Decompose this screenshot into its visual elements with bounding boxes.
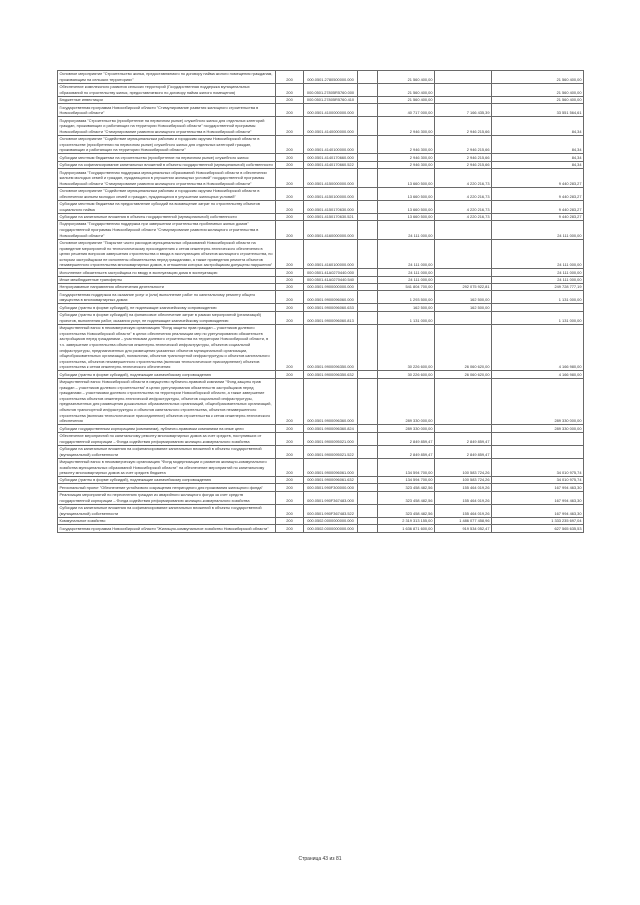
item-name-cell: Субсидии на софинансирование капитальных вложений в объекты государственной (муниципальной) собственности	[58, 161, 276, 168]
department-code-cell: 200	[276, 269, 304, 276]
executed-amount-cell: 4 220 216,73	[435, 187, 492, 200]
expense-type-cell	[358, 504, 378, 517]
approved-amount-cell: 1 131 000,00	[378, 311, 435, 324]
table-row	[58, 477, 584, 484]
executed-amount-cell: 100 583 724,26	[435, 458, 492, 477]
remaining-amount-cell: 24 111 000,00	[492, 221, 584, 240]
executed-amount-cell	[435, 378, 492, 425]
item-name-cell: Субсидии (гранты в форме субсидий) на финансовое обеспечение затрат в рамках мероприятий (реализаций) проектов, выполнения работ, оказания услуг, не подлежащие казначейскому сопровождению	[58, 311, 276, 324]
item-name-cell: Коммунальное хозяйство	[58, 517, 276, 524]
classification-code-cell: 000.0501.9900096060.633	[304, 304, 358, 311]
executed-amount-cell: 2 849 859,47	[435, 432, 492, 445]
classification-code-cell: 000.0502.0000000000.000	[304, 517, 358, 524]
classification-code-cell: 000.0501.4150170630.521	[304, 213, 358, 220]
executed-amount-cell: 26 060 620,00	[435, 371, 492, 378]
remaining-amount-cell: 289 330 000,00	[492, 425, 584, 432]
approved-amount-cell: 2 849 859,47	[378, 445, 435, 458]
item-name-cell: Субсидии (гранты в форме субсидий), не подлежащие казначейскому сопровождению	[58, 304, 276, 311]
classification-code-cell: 000.0501.4160100000.000	[304, 239, 358, 269]
approved-amount-cell: 13 660 500,00	[378, 213, 435, 220]
table-row	[58, 169, 584, 188]
classification-code-cell: 000.0501.4150170630.000	[304, 200, 358, 213]
approved-amount-cell: 13 660 500,00	[378, 200, 435, 213]
expense-type-cell	[358, 83, 378, 96]
table-row	[58, 445, 584, 458]
item-name-cell: Иные межбюджетные трансферты	[58, 276, 276, 283]
remaining-amount-cell: 24 111 000,00	[492, 239, 584, 269]
approved-amount-cell: 30 226 600,00	[378, 324, 435, 371]
table-row	[58, 135, 584, 154]
item-name-cell: Реализация мероприятий по переселению граждан из аварийного жилищного фонда за счет средств государственной корпорации – Фонда содействия реформированию жилищно-коммунального хозяйства	[58, 491, 276, 504]
remaining-amount-cell: 4 166 980,00	[492, 324, 584, 371]
approved-amount-cell: 323 458 482,56	[378, 504, 435, 517]
classification-code-cell: 000.0501.9900000000.000	[304, 284, 358, 291]
remaining-amount-cell: 289 330 000,00	[492, 378, 584, 425]
item-name-cell: Бюджетные инвестиции	[58, 96, 276, 103]
table-row	[58, 154, 584, 161]
item-name-cell: Государственная поддержка на оказание услуг и (или) выполнение работ по капитальному ремонту общего имущества в многоквартирных домах	[58, 291, 276, 304]
executed-amount-cell: 4 220 216,73	[435, 200, 492, 213]
table-row	[58, 239, 584, 269]
executed-amount-cell: 7 166 435,39	[435, 104, 492, 117]
classification-code-cell: 000.0501.27805R5760.000	[304, 83, 358, 96]
remaining-amount-cell: 24 111 000,00	[492, 276, 584, 283]
classification-code-cell: 000.0501.4140170660.522	[304, 161, 358, 168]
table-row	[58, 187, 584, 200]
approved-amount-cell: 323 458 482,56	[378, 484, 435, 491]
executed-amount-cell: 2 946 215,66	[435, 117, 492, 136]
expense-type-cell	[358, 221, 378, 240]
executed-amount-cell: 26 060 620,00	[435, 324, 492, 371]
item-name-cell: Подпрограмма "Государственная поддержка при завершении строительства проблемных жилых домов" государственной программы Новосибирской области "Стимулирование развития жилищного строительства в Новосибирской области"	[58, 221, 276, 240]
expense-type-cell	[358, 117, 378, 136]
classification-code-cell: 000.0501.4160000000.000	[304, 221, 358, 240]
department-code-cell: 200	[276, 291, 304, 304]
table-row	[58, 458, 584, 477]
remaining-amount-cell: 84,34	[492, 117, 584, 136]
executed-amount-cell: 162 500,00	[435, 304, 492, 311]
approved-amount-cell: 24 111 000,00	[378, 239, 435, 269]
classification-code-cell: 000.0501.2780500000.000	[304, 71, 358, 84]
remaining-amount-cell: 167 994 463,30	[492, 491, 584, 504]
item-name-cell: Исполнение обязательств застройщика по вводу в эксплуатацию дома в эксплуатацию	[58, 269, 276, 276]
remaining-amount-cell: 21 560 400,00	[492, 83, 584, 96]
approved-amount-cell: 30 226 600,00	[378, 371, 435, 378]
classification-code-cell: 000.0501.9900096061.000	[304, 458, 358, 477]
table-row	[58, 517, 584, 524]
expense-type-cell	[358, 284, 378, 291]
approved-amount-cell: 24 111 000,00	[378, 221, 435, 240]
department-code-cell: 200	[276, 311, 304, 324]
remaining-amount-cell: 9 440 283,27	[492, 187, 584, 200]
remaining-amount-cell: 21 560 400,00	[492, 71, 584, 84]
department-code-cell: 200	[276, 458, 304, 477]
expense-type-cell	[358, 276, 378, 283]
table-row	[58, 484, 584, 491]
classification-code-cell: 000.0501.27805R5760.410	[304, 96, 358, 103]
table-row	[58, 371, 584, 378]
item-name-cell: Обеспечение мероприятий по капитальному ремонту многоквартирных домов за счет средств, поступивших от государственной корпорации – Фонда содействия реформированию жилищно-коммунального хозяйства	[58, 432, 276, 445]
table-row	[58, 117, 584, 136]
department-code-cell: 200	[276, 378, 304, 425]
department-code-cell: 200	[276, 117, 304, 136]
table-row	[58, 200, 584, 213]
expense-type-cell	[358, 477, 378, 484]
approved-amount-cell: 13 660 500,00	[378, 187, 435, 200]
classification-code-cell: 000.0501.9900096360.824	[304, 425, 358, 432]
item-name-cell: Имущественный взнос Новосибирской области в имущество публично-правовой компании "Фонд защиты прав граждан – участников долевого строительства" в целях урегулирования обязательств застройщиков перед гражданами – участниками долевого строительства на территории Новосибирской области, а также завершение строительства объектов инженерно-технической инфраструктуры, объектов социальной инфраструктуры, предназначенных для размещения дошкольных образовательных организаций, общеобразовательных организаций, объектов транспортной инфраструктуры и объектов капитального строительства, объектов незавершенного строительства (включая технологическое присоединение) объектов строительства к сетям инженерно-технического обеспечения	[58, 378, 276, 425]
expense-type-cell	[358, 378, 378, 425]
approved-amount-cell: 40 717 000,00	[378, 104, 435, 117]
executed-amount-cell: 162 500,00	[435, 291, 492, 304]
remaining-amount-cell: 34 010 975,74	[492, 458, 584, 477]
department-code-cell: 200	[276, 525, 304, 532]
remaining-amount-cell: 34 010 975,74	[492, 477, 584, 484]
item-name-cell: Субсидии на капитальные вложения на софинансирование капитальных вложений в объекты государственной (муниципальной) собственности	[58, 504, 276, 517]
item-name-cell: Непрограммные направления обеспечения деятельности	[58, 284, 276, 291]
expense-type-cell	[358, 458, 378, 477]
expense-type-cell	[358, 135, 378, 154]
remaining-amount-cell: 33 551 564,61	[492, 104, 584, 117]
department-code-cell: 200	[276, 169, 304, 188]
remaining-amount-cell: 627 565 635,53	[492, 525, 584, 532]
department-code-cell: 200	[276, 96, 304, 103]
table-row	[58, 269, 584, 276]
executed-amount-cell: 919 534 052,47	[435, 525, 492, 532]
executed-amount-cell	[435, 83, 492, 96]
classification-code-cell: 000.0501.9900096350.632	[304, 371, 358, 378]
table-row	[58, 221, 584, 240]
executed-amount-cell	[435, 269, 492, 276]
approved-amount-cell: 323 458 482,56	[378, 491, 435, 504]
expense-type-cell	[358, 484, 378, 491]
table-row	[58, 311, 584, 324]
executed-amount-cell	[435, 276, 492, 283]
department-code-cell: 200	[276, 83, 304, 96]
remaining-amount-cell: 1 131 000,00	[492, 291, 584, 304]
table-row	[58, 161, 584, 168]
classification-code-cell: 000.0501.9900096061.632	[304, 477, 358, 484]
approved-amount-cell: 134 594 700,00	[378, 458, 435, 477]
approved-amount-cell: 2 946 300,00	[378, 135, 435, 154]
executed-amount-cell: 155 464 019,26	[435, 504, 492, 517]
expense-type-cell	[358, 213, 378, 220]
remaining-amount-cell: 1 333 235 697,04	[492, 517, 584, 524]
item-name-cell: Государственная программа Новосибирской области "Жилищно-коммунальное хозяйство Новосибирской области"	[58, 525, 276, 532]
table-row	[58, 96, 584, 103]
expense-type-cell	[358, 154, 378, 161]
department-code-cell: 200	[276, 239, 304, 269]
executed-amount-cell: 4 220 216,73	[435, 169, 492, 188]
item-name-cell: Субсидии на капитальные вложения на софинансирование капитальных вложений в объекты государственной (муниципальной) собственности	[58, 445, 276, 458]
approved-amount-cell: 21 560 400,00	[378, 96, 435, 103]
classification-code-cell: 000.0501.4140170660.000	[304, 154, 358, 161]
approved-amount-cell: 24 111 000,00	[378, 276, 435, 283]
classification-code-cell: 000.0501.4150000000.000	[304, 169, 358, 188]
item-name-cell: Региональный проект "Обеспечение устойчивого сокращения непригодного для проживания жилищного фонда"	[58, 484, 276, 491]
expense-type-cell	[358, 269, 378, 276]
table-row	[58, 425, 584, 432]
expense-type-cell	[358, 291, 378, 304]
page-footer: Страница 43 из 81	[298, 856, 342, 862]
approved-amount-cell: 289 330 000,00	[378, 425, 435, 432]
department-code-cell: 200	[276, 517, 304, 524]
classification-code-cell: 000.0502.0000000000.000	[304, 525, 358, 532]
department-code-cell: 200	[276, 284, 304, 291]
department-code-cell: 200	[276, 371, 304, 378]
executed-amount-cell	[435, 71, 492, 84]
table-row	[58, 432, 584, 445]
approved-amount-cell: 1 636 871 600,00	[378, 525, 435, 532]
executed-amount-cell: 2 849 859,47	[435, 445, 492, 458]
table-row	[58, 71, 584, 84]
department-code-cell: 200	[276, 213, 304, 220]
table-row	[58, 284, 584, 291]
item-name-cell: Основное мероприятие "Содействие муниципальным районам и городским округам Новосибирской области в строительстве (приобретении на первичном рынке) служебного жилья для отдельных категорий граждан, проживающих и работающих на территории Новосибирской области"	[58, 135, 276, 154]
expense-type-cell	[358, 425, 378, 432]
classification-code-cell: 000.0501.990F300000.000	[304, 484, 358, 491]
approved-amount-cell: 21 560 400,00	[378, 71, 435, 84]
remaining-amount-cell: 84,34	[492, 161, 584, 168]
table-row	[58, 291, 584, 304]
item-name-cell: Основное мероприятие "Строительство жилья, предоставляемого по договору найма жилого помещения гражданам, проживающим на сельских территориях"	[58, 71, 276, 84]
executed-amount-cell: 2 946 215,66	[435, 154, 492, 161]
executed-amount-cell: 2 946 215,66	[435, 161, 492, 168]
classification-code-cell: 000.0501.4140000000.000	[304, 117, 358, 136]
table-row	[58, 324, 584, 371]
expense-type-cell	[358, 445, 378, 458]
approved-amount-cell: 134 594 700,00	[378, 477, 435, 484]
expense-type-cell	[358, 187, 378, 200]
remaining-amount-cell: 24 111 000,00	[492, 269, 584, 276]
classification-code-cell: 000.0501.9900096060.000	[304, 291, 358, 304]
remaining-amount-cell: 249 728 777,19	[492, 284, 584, 291]
remaining-amount-cell: 9 440 283,27	[492, 213, 584, 220]
approved-amount-cell: 2 946 300,00	[378, 161, 435, 168]
remaining-amount-cell: 167 994 463,30	[492, 504, 584, 517]
item-name-cell: Субсидии (гранты в форме субсидий), подлежащие казначейскому сопровождению	[58, 477, 276, 484]
remaining-amount-cell	[492, 432, 584, 445]
executed-amount-cell: 155 464 019,26	[435, 491, 492, 504]
expense-type-cell	[358, 239, 378, 269]
approved-amount-cell: 2 849 859,47	[378, 432, 435, 445]
executed-amount-cell: 155 464 019,26	[435, 484, 492, 491]
approved-amount-cell: 2 946 300,00	[378, 154, 435, 161]
item-name-cell: Субсидии государственным корпорациям (компаниям), публично-правовым компаниям на иные цели	[58, 425, 276, 432]
expense-type-cell	[358, 324, 378, 371]
remaining-amount-cell: 9 440 283,27	[492, 200, 584, 213]
department-code-cell: 200	[276, 491, 304, 504]
item-name-cell: Имущественный взнос в некоммерческую организацию "Фонд модернизации и развития жилищно-коммунального хозяйства муниципальных образований Новосибирской области" на обеспечение мероприятий по капитальному ремонту многоквартирных домов за счет средств бюджета	[58, 458, 276, 477]
department-code-cell: 200	[276, 135, 304, 154]
table-row	[58, 491, 584, 504]
classification-code-cell: 000.0501.9900095021.000	[304, 432, 358, 445]
expense-type-cell	[358, 71, 378, 84]
classification-code-cell: 000.0501.9900096350.000	[304, 324, 358, 371]
executed-amount-cell	[435, 221, 492, 240]
department-code-cell: 200	[276, 154, 304, 161]
executed-amount-cell	[435, 239, 492, 269]
expense-type-cell	[358, 104, 378, 117]
department-code-cell: 200	[276, 161, 304, 168]
item-name-cell: Обеспечение комплексного развития сельских территорий (Государственная поддержка муниципальных образований по строительству жилья, предоставляемого по договору найма жилого помещения)	[58, 83, 276, 96]
item-name-cell: Государственная программа Новосибирской области "Стимулирование развития жилищного строительства в Новосибирской области"	[58, 104, 276, 117]
remaining-amount-cell	[492, 445, 584, 458]
department-code-cell: 200	[276, 432, 304, 445]
table-row	[58, 213, 584, 220]
classification-code-cell: 000.0501.9900095021.522	[304, 445, 358, 458]
department-code-cell: 200	[276, 425, 304, 432]
expense-type-cell	[358, 491, 378, 504]
table-row	[58, 525, 584, 532]
executed-amount-cell: 2 946 215,66	[435, 135, 492, 154]
department-code-cell: 200	[276, 304, 304, 311]
table-row	[58, 83, 584, 96]
department-code-cell: 200	[276, 276, 304, 283]
approved-amount-cell: 24 111 000,00	[378, 269, 435, 276]
approved-amount-cell: 2 319 313 155,00	[378, 517, 435, 524]
department-code-cell: 200	[276, 187, 304, 200]
item-name-cell: Основное мероприятие "Содействие муниципальным районам и городским округам Новосибирской области в обеспечении жильем молодых семей и граждан, нуждающихся в улучшении жилищных условий"	[58, 187, 276, 200]
department-code-cell: 200	[276, 200, 304, 213]
expense-type-cell	[358, 200, 378, 213]
remaining-amount-cell: 167 994 463,30	[492, 484, 584, 491]
approved-amount-cell: 162 500,00	[378, 304, 435, 311]
remaining-amount-cell: 21 560 400,00	[492, 96, 584, 103]
item-name-cell: Субсидии местным бюджетам на предоставление субсидий на возмещение затрат по строительству объектов социального найма	[58, 200, 276, 213]
table-row	[58, 104, 584, 117]
classification-code-cell: 000.0501.9900096360.000	[304, 378, 358, 425]
executed-amount-cell	[435, 311, 492, 324]
department-code-cell: 200	[276, 71, 304, 84]
approved-amount-cell: 13 660 500,00	[378, 169, 435, 188]
item-name-cell: Субсидии местным бюджетам на строительство (приобретение на первичном рынке) служебного жилья	[58, 154, 276, 161]
executed-amount-cell: 4 220 216,73	[435, 213, 492, 220]
classification-code-cell: 000.0501.4140100000.000	[304, 135, 358, 154]
classification-code-cell: 000.0501.9900096060.813	[304, 311, 358, 324]
department-code-cell: 200	[276, 324, 304, 371]
classification-code-cell: 000.0501.41А0270440.540	[304, 276, 358, 283]
item-name-cell: Основное мероприятие "Покрытие части расходов муниципальных образований Новосибирской области на проведение мероприятий по технологическому присоединению к сетям инженерно-технического обеспечения в целях решения вопросов завершения строительства и ввода в эксплуатацию объектов жилищного строительства, по которым застройщиком не исполнены обязательства перед гражданами, а также проведения ремонта объектов незавершенного строительства многоквартирных домов, в отношении которых застройщиком допущены нарушения"	[58, 239, 276, 269]
remaining-amount-cell	[492, 304, 584, 311]
department-code-cell: 200	[276, 445, 304, 458]
table-row	[58, 304, 584, 311]
classification-code-cell: 000.0501.41А0270440.000	[304, 269, 358, 276]
expense-type-cell	[358, 96, 378, 103]
budget-table-body	[58, 71, 584, 533]
approved-amount-cell: 289 330 000,00	[378, 378, 435, 425]
executed-amount-cell	[435, 96, 492, 103]
approved-amount-cell: 541 804 700,00	[378, 284, 435, 291]
department-code-cell: 200	[276, 484, 304, 491]
department-code-cell: 200	[276, 104, 304, 117]
table-row	[58, 504, 584, 517]
executed-amount-cell: 292 075 922,81	[435, 284, 492, 291]
table-row	[58, 378, 584, 425]
expense-type-cell	[358, 432, 378, 445]
department-code-cell: 200	[276, 221, 304, 240]
approved-amount-cell: 1 293 500,00	[378, 291, 435, 304]
item-name-cell: Имущественный взнос в некоммерческую организацию "Фонд защиты прав граждан – участников долевого строительства Новосибирской области" в целях обеспечения реализации мер по урегулированию обязательств застройщиков перед гражданами – участниками долевого строительства на территории Новосибирской области, в т.ч. завершение строительства объектов инженерно-технической инфраструктуры, объектов социальной инфраструктуры, предназначенных для размещения указанных объектов муниципальной организации, общеобразовательных организаций, поликлиник, объектов транспортной инфраструктуры и объектов капитального строительства, объектов незавершенного строительства (включая технологическое присоединение) объектов строительства к сетям инженерно-технического обеспечения	[58, 324, 276, 371]
classification-code-cell: 000.0501.4100000000.000	[304, 104, 358, 117]
executed-amount-cell	[435, 425, 492, 432]
remaining-amount-cell: 84,34	[492, 154, 584, 161]
expense-type-cell	[358, 311, 378, 324]
executed-amount-cell: 100 583 724,26	[435, 477, 492, 484]
budget-table	[57, 70, 584, 533]
classification-code-cell: 000.0501.990F367483.000	[304, 491, 358, 504]
table-row	[58, 276, 584, 283]
department-code-cell: 200	[276, 477, 304, 484]
item-name-cell: Субсидии на капитальные вложения в объекты государственной (муниципальной) собственности	[58, 213, 276, 220]
remaining-amount-cell: 9 440 283,27	[492, 169, 584, 188]
department-code-cell: 200	[276, 504, 304, 517]
classification-code-cell: 000.0501.4150100000.000	[304, 187, 358, 200]
remaining-amount-cell: 4 166 980,00	[492, 371, 584, 378]
item-name-cell: Подпрограмма "Государственная поддержка муниципальных образований Новосибирской области в обеспечении жильем молодых семей и граждан, нуждающихся в улучшении жилищных условий" государственной программы Новосибирской области "Стимулирование развития жилищного строительства в Новосибирской области"	[58, 169, 276, 188]
expense-type-cell	[358, 169, 378, 188]
expense-type-cell	[358, 304, 378, 311]
classification-code-cell: 000.0501.990F367483.522	[304, 504, 358, 517]
approved-amount-cell: 21 560 400,00	[378, 83, 435, 96]
remaining-amount-cell: 84,34	[492, 135, 584, 154]
expense-type-cell	[358, 371, 378, 378]
executed-amount-cell: 1 486 077 458,96	[435, 517, 492, 524]
remaining-amount-cell: 1 131 000,00	[492, 311, 584, 324]
item-name-cell: Субсидии (гранты в форме субсидий), подлежащие казначейскому сопровождению	[58, 371, 276, 378]
expense-type-cell	[358, 161, 378, 168]
expense-type-cell	[358, 517, 378, 524]
approved-amount-cell: 2 946 300,00	[378, 117, 435, 136]
expense-type-cell	[358, 525, 378, 532]
item-name-cell: Подпрограмма "Строительство (приобретение на первичном рынке) служебного жилья для отдельных категорий граждан, проживающих и работающих на территории Новосибирской области" государственной программы Новосибирской области "Стимулирование развития жилищного строительства в Новосибирской области"	[58, 117, 276, 136]
